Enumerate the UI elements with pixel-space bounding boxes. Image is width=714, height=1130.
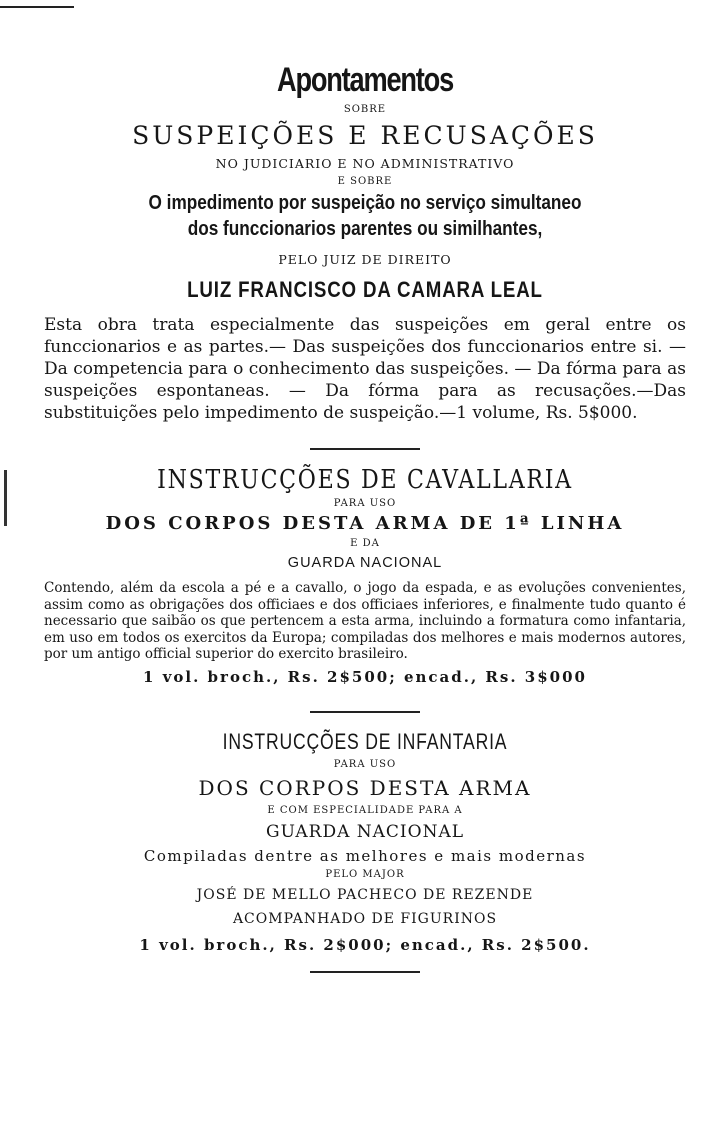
ad1-author-intro: PELO JUIZ DE DIREITO — [278, 252, 452, 267]
ad3-figurinos: ACOMPANHADO DE FIGURINOS — [232, 910, 498, 927]
ad1-description: Esta obra trata especialmente das suspeições em geral entre os funccionarios e as partes.— Das suspeições dos funccionarios entre si. — Da competencia para o conhecimento das suspeições. — Da fórma para as suspeições espontaneas. — Da fórma para as recusações.—Das substituições pelo impedimento de suspeição.—1 volume, Rs. 5$000. — [44, 315, 686, 423]
section-divider — [310, 711, 420, 713]
ad2-para-uso: PARA USO — [333, 498, 397, 509]
ad-apontamentos — [44, 58, 686, 424]
ad3-subject: DOS CORPOS DESTA ARMA — [198, 775, 532, 800]
ad1-author: LUIZ FRANCISCO DA CAMARA LEAL — [187, 277, 543, 302]
ad1-subject: SUSPEIÇÕES E RECUSAÇÕES — [132, 121, 598, 150]
ad3-price: 1 vol. broch., Rs. 2$000; encad., Rs. 2$500. — [139, 935, 591, 954]
section-divider — [310, 448, 420, 450]
ad2-title: INSTRUCÇÕES DE CAVALLARIA — [157, 465, 573, 495]
ad2-price: 1 vol. broch., Rs. 2$500; encad., Rs. 3$000 — [143, 667, 587, 686]
ad3-compiled: Compiladas dentre as melhores e mais modernas — [143, 846, 587, 865]
ad2-description: Contendo, além da escola a pé e a cavallo, o jogo da espada, e as evoluções convenientes, assim como as obrigações dos officiaes e dos officiaes inferiores, e finalmente tudo quanto é necessario que saibão os que pertencem a esta arma, incluindo a formatura como infantaria, em uso em todos os exercitos da Europa; compiladas dos melhores e mais modernos autores, por um antigo official superior do exercito brasileiro. — [44, 580, 686, 662]
ad1-subtitle-line2: dos funccionarios parentes ou similhantes, — [187, 218, 543, 240]
ad2-subject: DOS CORPOS DESTA ARMA DE 1ª LINHA — [105, 513, 625, 534]
ad1-e-sobre: E SOBRE — [337, 176, 393, 187]
ad3-guard: GUARDA NACIONAL — [265, 821, 465, 842]
ad3-author: JOSÉ DE MELLO PACHECO DE REZENDE — [196, 886, 534, 903]
ad1-title: Apontamentos — [277, 61, 453, 99]
ad3-especialidade: E COM ESPECIALIDADE PARA A — [267, 804, 463, 816]
ad-infantaria — [44, 727, 686, 959]
ad3-title: INSTRUCÇÕES DE INFANTARIA — [222, 728, 508, 754]
ad1-sobre: SOBRE — [343, 104, 387, 115]
ad3-pelo: PELO MAJOR — [325, 868, 405, 880]
ad2-guard: GUARDA NACIONAL — [287, 555, 443, 571]
bottom-divider — [310, 971, 420, 973]
advertisement-page — [44, 58, 686, 987]
top-rule — [0, 6, 74, 8]
scan-edge-mark — [4, 470, 7, 526]
ad3-para-uso: PARA USO — [333, 758, 397, 770]
ad1-subtitle-line1: O impedimento por suspeição no serviço simultaneo — [148, 192, 582, 214]
ad1-scope: NO JUDICIARIO E NO ADMINISTRATIVO — [215, 156, 515, 171]
ad-cavallaria — [44, 464, 686, 691]
ad2-e-da: E DA — [350, 538, 380, 549]
